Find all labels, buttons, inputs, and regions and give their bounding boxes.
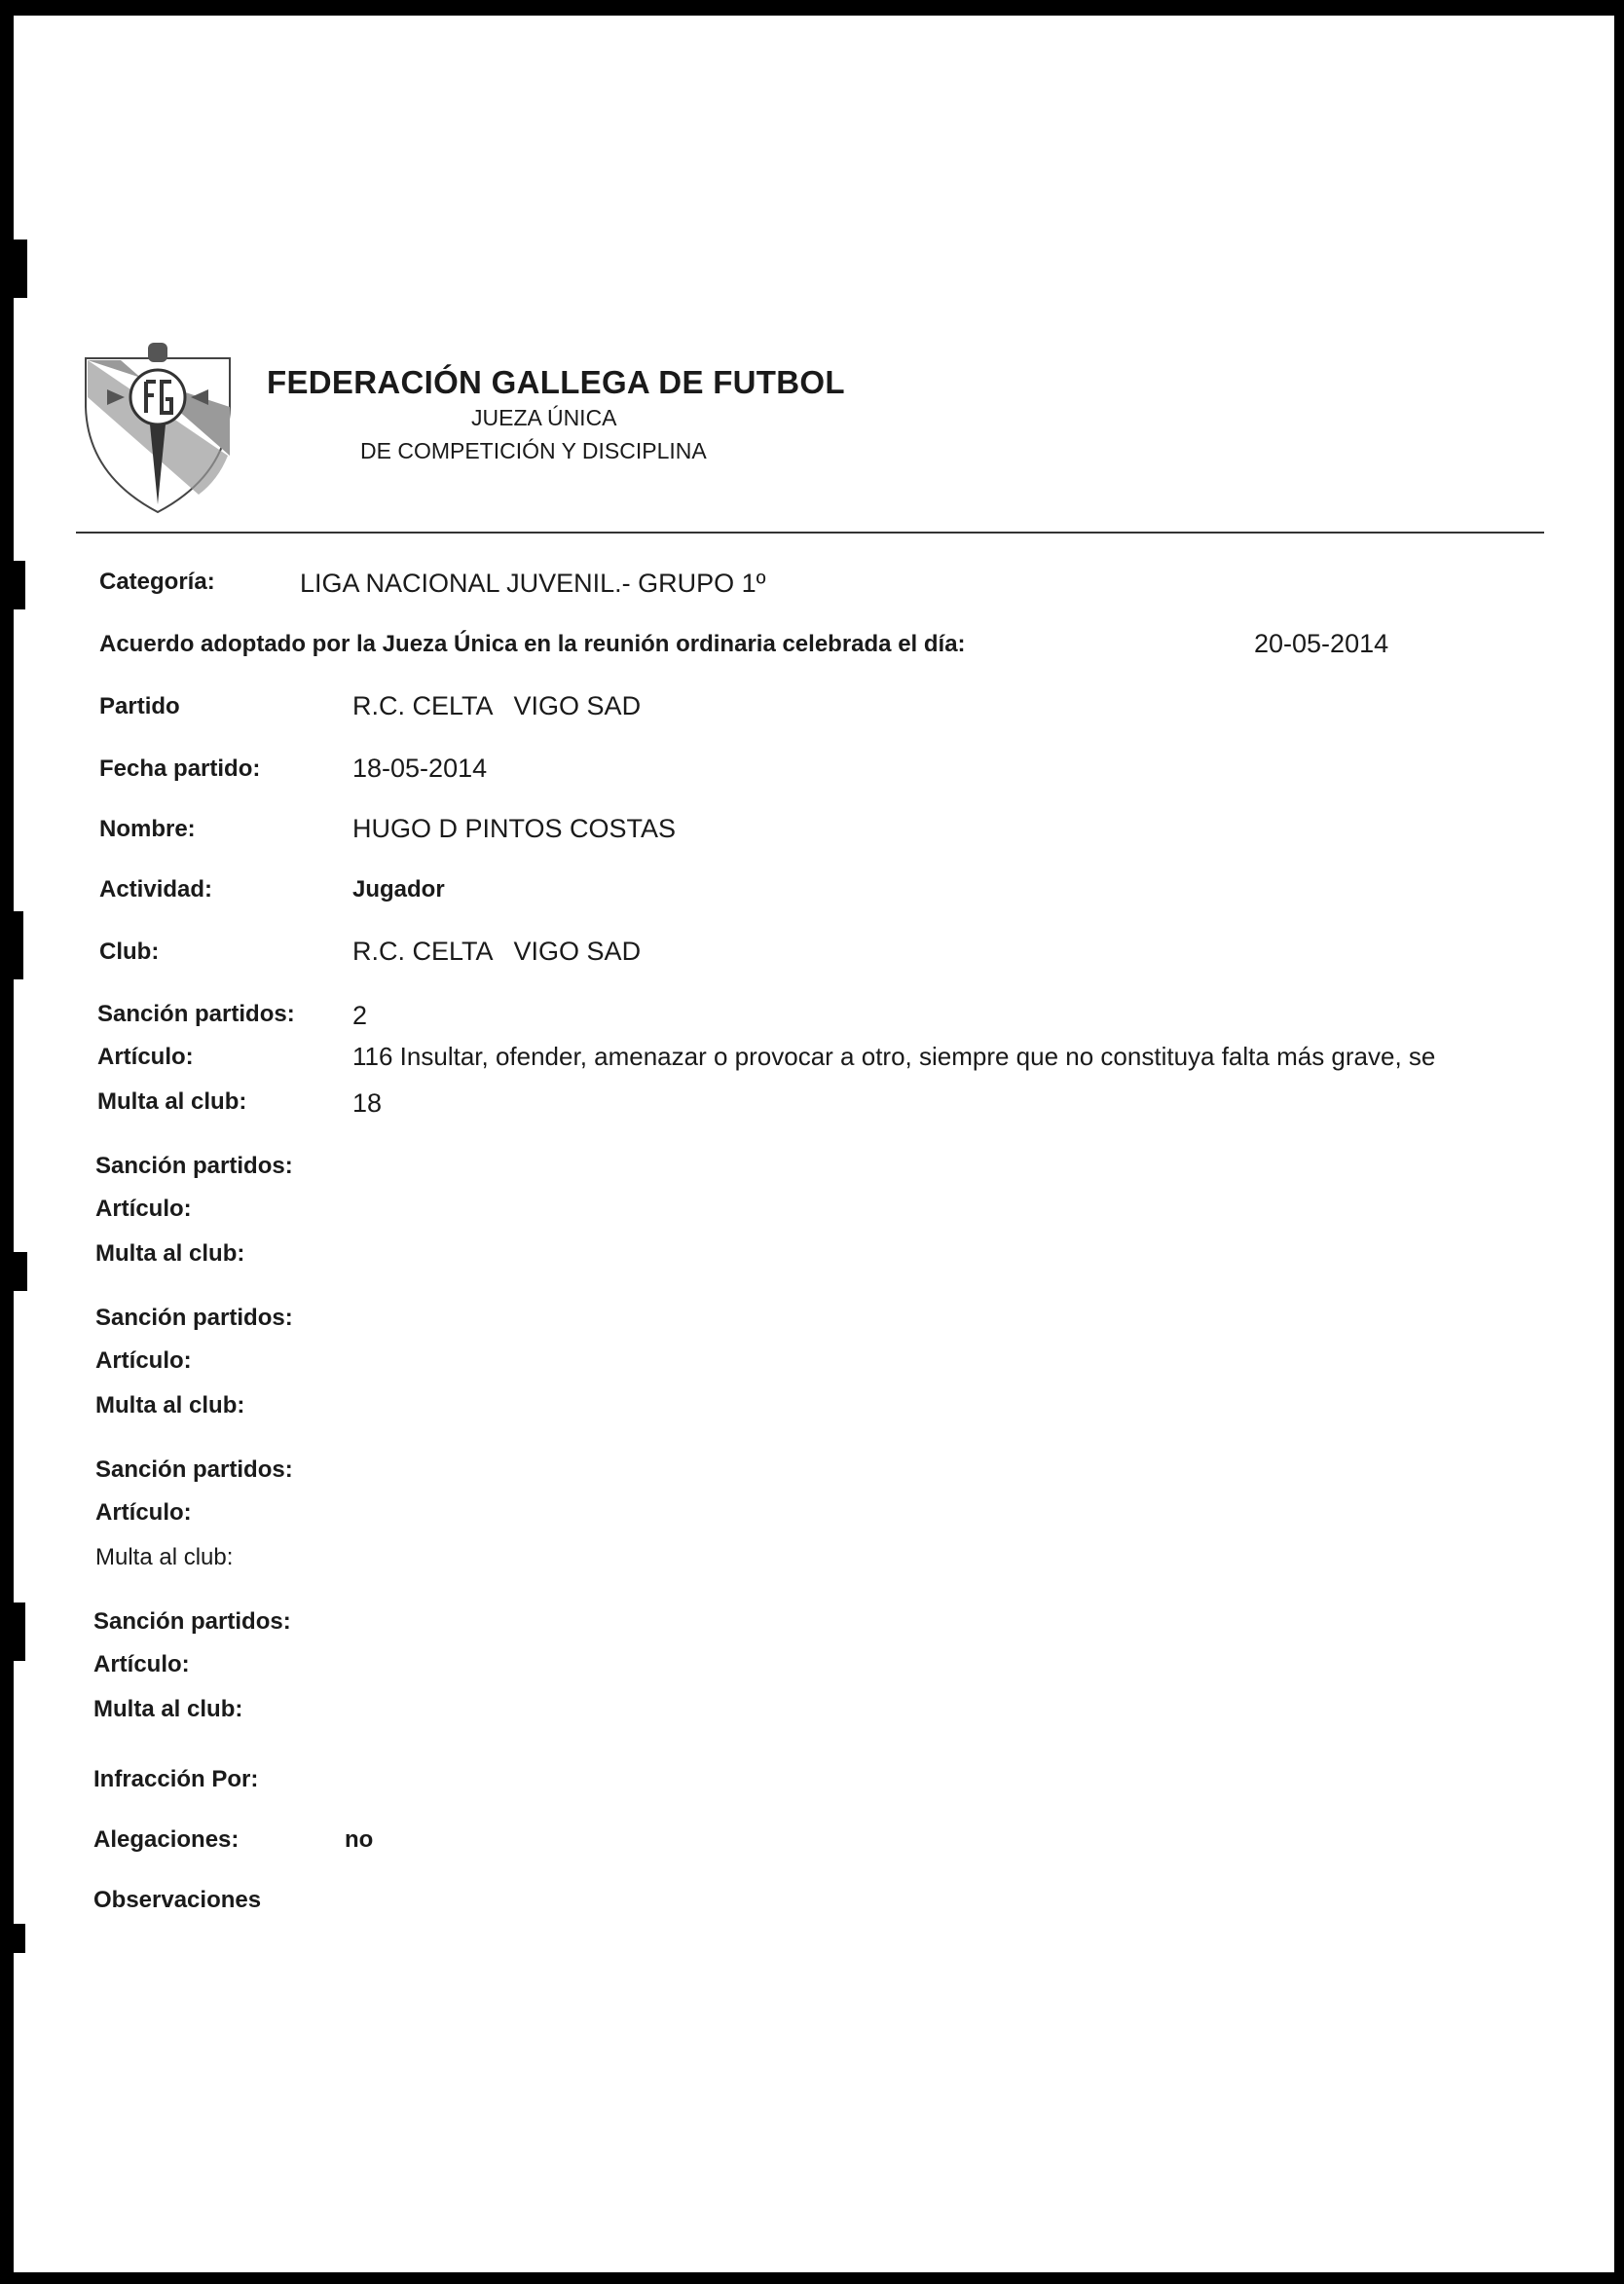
articulo-label: Artículo: [95,1499,192,1526]
acuerdo-label: Acuerdo adoptado por la Jueza Única en la reunión ordinaria celebrada el día: [99,631,966,657]
scan-edge-mark [14,561,25,609]
sancion-partidos-value: 2 [352,1001,368,1030]
actividad-label: Actividad: [99,876,213,903]
nombre-value: HUGO D PINTOS COSTAS [352,814,677,843]
alegaciones-label: Alegaciones: [93,1826,240,1853]
articulo-value: 116 Insultar, ofender, amenazar o provocar a otro, siempre que no constituya falta más grave, se [352,1042,1436,1071]
scan-edge-mark [14,239,27,298]
scan-edge-mark [14,1252,27,1291]
multa-club-label: Multa al club: [95,1392,245,1418]
infraccion-label: Infracción Por: [93,1766,259,1792]
scan-edge-mark [14,911,23,979]
nombre-label: Nombre: [99,816,196,842]
sancion-partidos-label: Sanción partidos: [95,1153,293,1179]
articulo-label: Artículo: [93,1651,190,1677]
actividad-value: Jugador [352,876,445,903]
federation-subtitle-line2: DE COMPETICIÓN Y DISCIPLINA [360,438,707,463]
sancion-partidos-label: Sanción partidos: [97,1001,295,1027]
articulo-label: Artículo: [97,1044,194,1070]
federation-title: FEDERACIÓN GALLEGA DE FUTBOL [267,364,845,400]
observaciones-label: Observaciones [93,1887,262,1913]
articulo-label: Artículo: [95,1347,192,1374]
categoria-value: LIGA NACIONAL JUVENIL.- GRUPO 1º [300,569,766,598]
sancion-partidos-label: Sanción partidos: [95,1456,293,1483]
multa-club-label: Multa al club: [93,1696,243,1722]
scan-edge-mark [14,1602,25,1661]
document-sheet [14,16,1614,2272]
acuerdo-date: 20-05-2014 [1254,629,1389,658]
multa-club-label: Multa al club: [95,1240,245,1267]
articulo-label: Artículo: [95,1196,192,1222]
partido-value: R.C. CELTA VIGO SAD [352,691,642,720]
partido-label: Partido [99,693,180,719]
multa-club-label: Multa al club: [97,1088,247,1115]
sancion-partidos-label: Sanción partidos: [93,1608,291,1635]
fgf-shield-logo-icon [82,339,234,514]
alegaciones-value: no [345,1826,374,1853]
fecha-partido-value: 18-05-2014 [352,754,488,783]
multa-club-value: 18 [352,1088,383,1118]
scan-edge-mark [14,1924,25,1953]
multa-club-label: Multa al club: [95,1544,234,1570]
fecha-partido-label: Fecha partido: [99,755,261,782]
club-label: Club: [99,939,160,965]
federation-subtitle-line1: JUEZA ÚNICA [471,405,617,430]
club-value: R.C. CELTA VIGO SAD [352,937,642,966]
categoria-label: Categoría: [99,569,215,595]
header-divider [76,532,1544,534]
sancion-partidos-label: Sanción partidos: [95,1305,293,1331]
